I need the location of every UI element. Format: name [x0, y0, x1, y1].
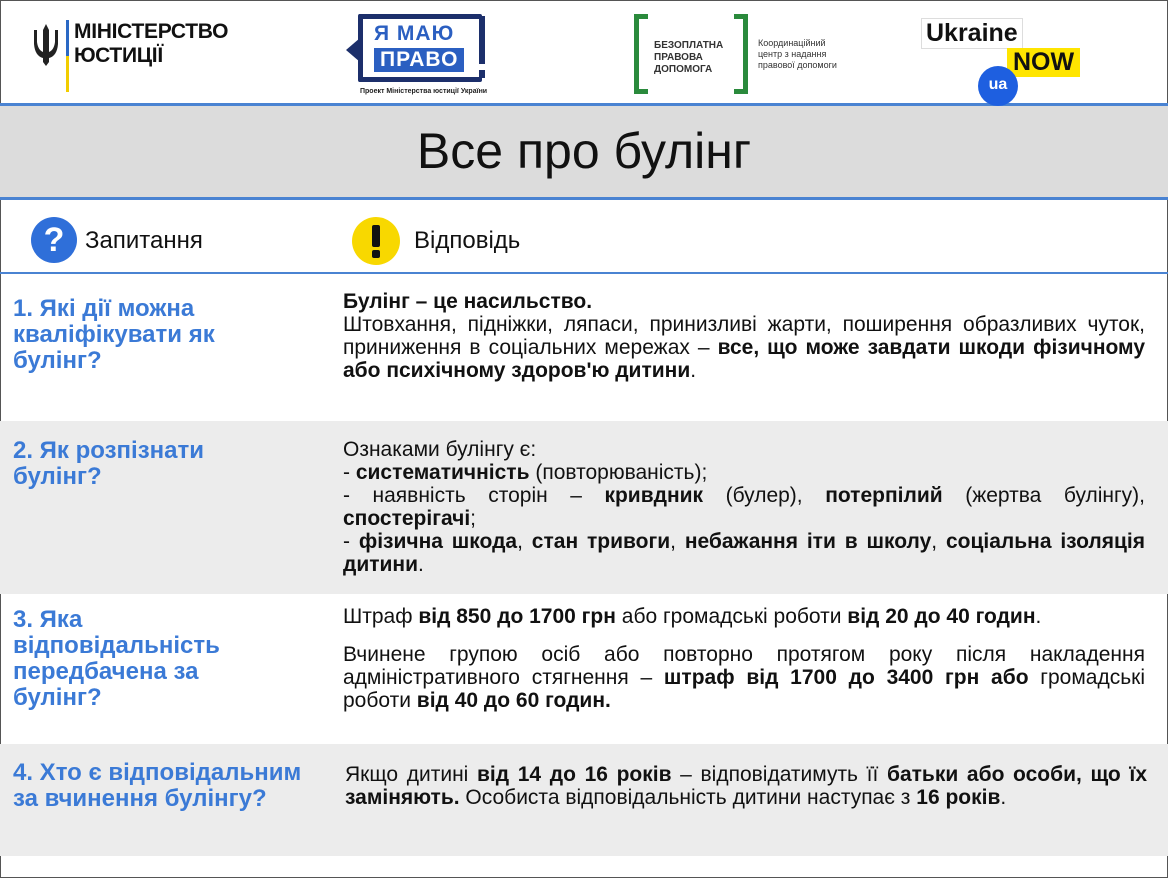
logo-text-2: ПРАВО	[374, 48, 464, 72]
bracket-left	[634, 14, 648, 94]
bracket-right	[734, 14, 748, 94]
answer-paragraph-2: Вчинене групою осіб або повторно протягом року після накладення адміністративного стягнення – штраф від 1700 до 3400 грн або громадські роботи від 40 до 60 годин.	[343, 643, 1145, 712]
ministry-name: МІНІСТЕРСТВО ЮСТИЦІЇ	[74, 20, 229, 67]
page-title: Все про булінг	[416, 123, 752, 179]
logo-text-1: Я МАЮ	[374, 22, 455, 45]
bpd-name: БЕЗОПЛАТНА ПРАВОВА ДОПОМОГА	[654, 40, 724, 75]
answer-paragraph-1: Штраф від 850 до 1700 грн або громадські роботи від 20 до 40 годин.	[343, 605, 1042, 628]
answer-text: Якщо дитині від 14 до 16 років – відповідатимуть її батьки або особи, що їх заміняють. Особиста відповідальність дитини наступає з 16 років.	[345, 763, 1148, 809]
ya-mayu-pravo-logo	[346, 12, 491, 100]
answer-text	[343, 605, 1145, 712]
title-band	[0, 106, 1168, 200]
question-text: 2. Як розпізнати булінг?	[13, 437, 204, 490]
question-text: 1. Які дії можна кваліфікувати як булінг?	[13, 295, 215, 374]
exclamation-dot	[479, 70, 485, 78]
table-row	[0, 421, 1168, 594]
exclamation-icon	[479, 16, 485, 64]
table-header	[0, 200, 1168, 274]
flag-bar	[66, 20, 69, 92]
exclamation-circle-icon	[352, 217, 400, 265]
question-icon: ?	[31, 217, 77, 263]
question-text: 3. Яка відповідальність передбачена за булінг?	[13, 606, 220, 711]
question-column-label: Запитання	[85, 227, 203, 254]
answer-text: Ознаками булінгу є: - систематичність (повторюваність); - наявність сторін – кривдник (булер), потерпілий (жертва булінгу), спостерігачі; - фізична шкода, стан тривоги, небажання іти в школу, соціальна ізоляція дитини.	[343, 438, 1145, 576]
logos-header	[0, 0, 1168, 106]
table-row	[0, 744, 1168, 856]
ua-badge: ua	[978, 66, 1018, 106]
table-row	[0, 276, 1168, 421]
trident-icon	[30, 22, 62, 68]
ukraine-text: Ukraine	[921, 18, 1023, 49]
logo-subtitle: Проект Міністерства юстиції України	[360, 88, 488, 95]
bpd-description: Координаційний центр з надання правової допомоги	[758, 38, 837, 70]
answer-text: Булінг – це насильство. Штовхання, підніжки, ляпаси, принизливі жарти, поширення образливих чуток, приниження в соціальних мережах – все, що може завдати шкоди фізичному або психічному здоров'ю дитини.	[343, 290, 1145, 382]
answer-column-label: Відповідь	[414, 227, 521, 254]
question-text: 4. Хто є відповідальним за вчинення булінгу?	[13, 759, 302, 812]
table-row	[0, 594, 1168, 744]
now-text: NOW	[1007, 48, 1080, 77]
